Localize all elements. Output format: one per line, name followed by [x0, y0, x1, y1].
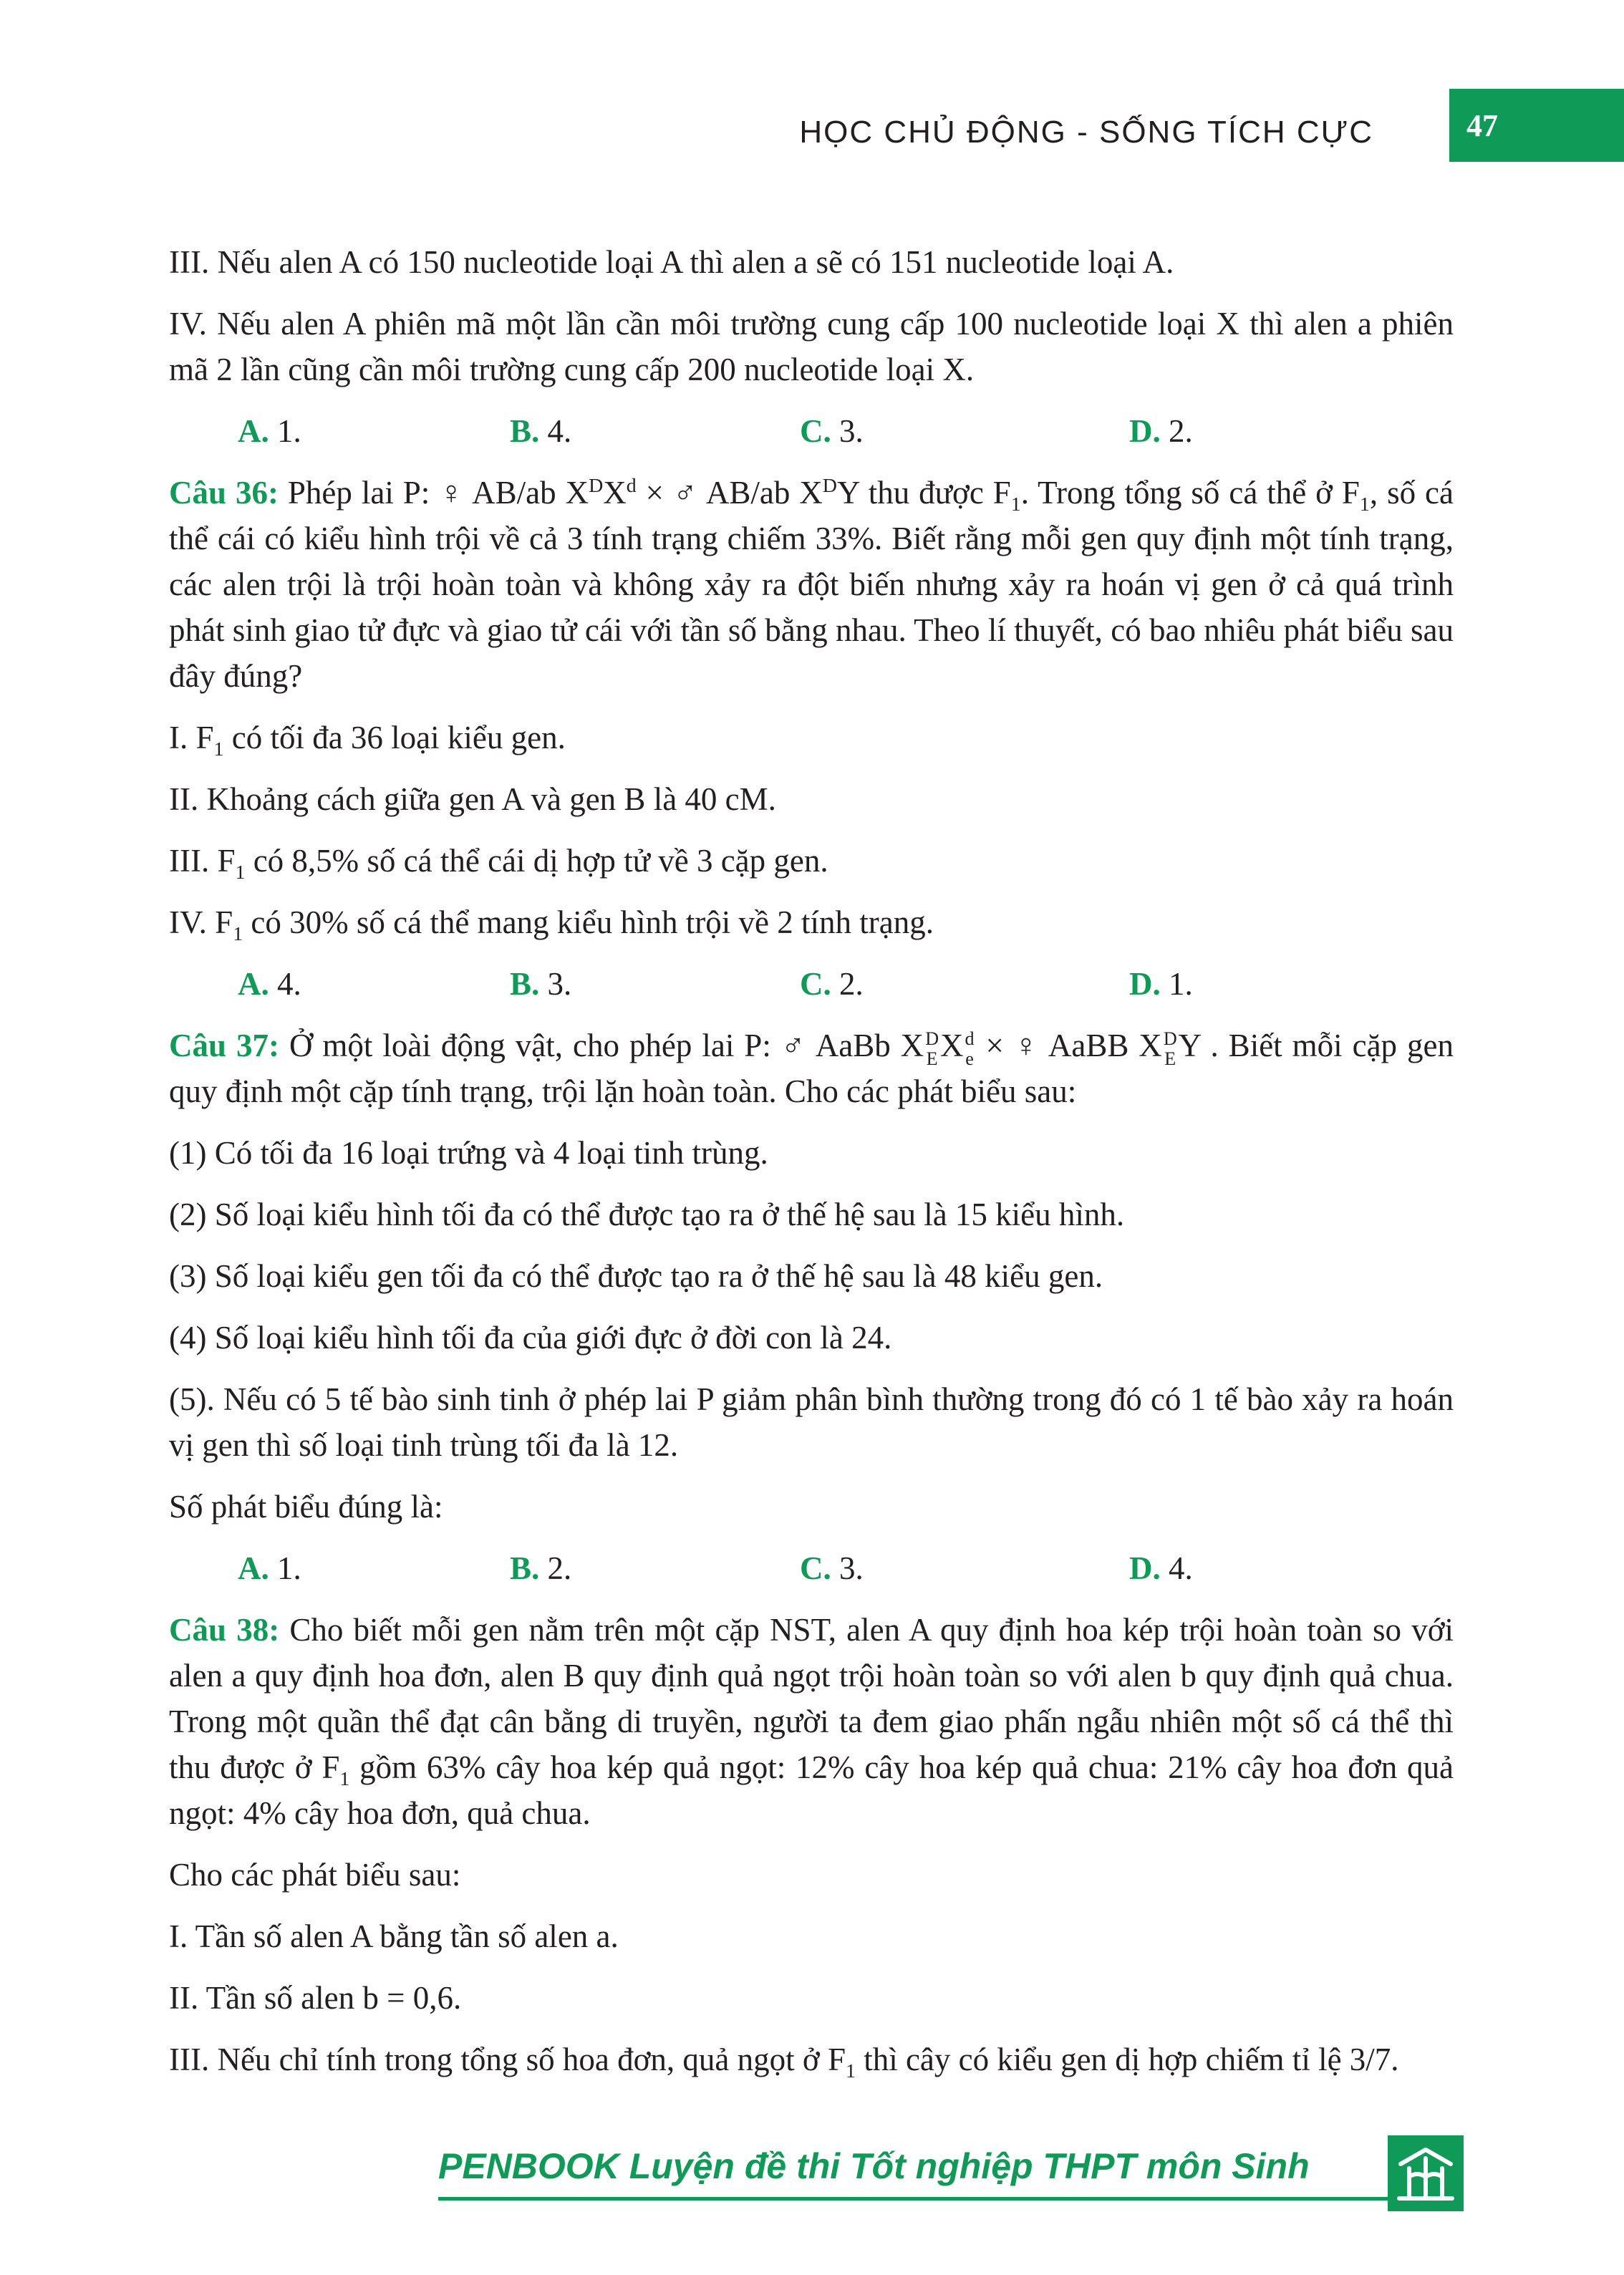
option-label: C.: [800, 966, 831, 1002]
page-content: [169, 239, 1454, 2098]
text: có 30% số cá thể mang kiểu hình trội về 2 tính trạng.: [243, 904, 934, 940]
option-text: 4.: [277, 966, 301, 1002]
superscript: D: [1163, 1028, 1177, 1050]
option-label: A.: [238, 413, 269, 449]
option-text: 4.: [1169, 1550, 1193, 1587]
q36-text: , số cá thể cái có kiểu hình trội về cả 3 tính trạng chiếm 33%. Biết rằng mỗi gen quy định một tính trạng, các alen trội là trội hoàn toàn và không xảy ra đột biến nhưng xảy ra hoán vị gen ở cả quá trình phát sinh giao tử đực và giao tử cái với tần số bằng nhau. Theo lí thuyết, có bao nhiêu phát biểu sau đây đúng?: [169, 475, 1454, 694]
footer-divider: [438, 2197, 1464, 2201]
book-logo-graphic: [1388, 2135, 1464, 2211]
q38-text: gồm 63% cây hoa kép quả ngọt: 12% cây hoa kép quả chua: 21% cây hoa đơn quả ngọt: 4% cây hoa đơn, quả chua.: [169, 1749, 1454, 1832]
q37-option-d[interactable]: [1129, 1545, 1344, 1591]
subscript: 1: [339, 1768, 350, 1791]
q36-text: . Trong tổng số cá thể ở F: [1020, 475, 1360, 511]
q36-statement-3: [169, 838, 1454, 884]
stacked-index: [965, 1029, 975, 1068]
superscript: d: [626, 475, 637, 497]
superscript: d: [965, 1028, 975, 1050]
option-label: D.: [1129, 413, 1161, 449]
q37-stem: [169, 1023, 1454, 1114]
q35-statement-4: IV. Nếu alen A phiên mã một lần cần môi trường cung cấp 100 nucleotide loại X thì alen a phiên mã 2 lần cũng cần môi trường cung cấp 200 nucleotide loại X.: [169, 306, 1454, 387]
option-text: 4.: [547, 413, 572, 449]
q36-option-d[interactable]: [1129, 961, 1344, 1007]
q36-text: Phép lai P: ♀ AB/ab X: [287, 475, 589, 511]
q36-text: × ♂ AB/ab X: [636, 475, 823, 511]
text: thì cây có kiểu gen dị hợp chiếm tỉ lệ 3/7.: [855, 2042, 1399, 2078]
q37-label: Câu 37:: [169, 1028, 279, 1063]
text: có tối đa 36 loại kiểu gen.: [223, 720, 566, 755]
subscript: 1: [1010, 493, 1021, 516]
option-label: D.: [1129, 966, 1161, 1002]
option-label: C.: [800, 413, 831, 449]
book-logo-icon: [1388, 2135, 1464, 2211]
q36-stem: [169, 470, 1454, 699]
option-text: 2.: [547, 1550, 572, 1587]
q37-text: Y . Biết mỗi cặp gen quy định một cặp tính trạng, trội lặn hoàn toàn. Cho các phát biểu sau:: [169, 1028, 1454, 1110]
q35-option-d[interactable]: [1129, 408, 1344, 454]
q36-label: Câu 36:: [169, 475, 279, 511]
q38-stem: [169, 1607, 1454, 1836]
option-label: B.: [510, 966, 540, 1002]
subscript: 1: [845, 2060, 856, 2083]
q37-prompt: Số phát biểu đúng là:: [169, 1489, 443, 1525]
q37-option-b[interactable]: [510, 1545, 800, 1591]
option-text: 2.: [839, 966, 864, 1002]
q36-statement-2: II. Khoảng cách giữa gen A và gen B là 40 cM.: [169, 781, 776, 817]
text: III. Nếu chỉ tính trong tổng số hoa đơn, quả ngọt ở F: [169, 2042, 846, 2078]
q37-statement-1: (1) Có tối đa 16 loại trứng và 4 loại tinh trùng.: [169, 1135, 768, 1172]
q35-option-c[interactable]: [800, 408, 1129, 454]
stacked-index: [1164, 1029, 1177, 1068]
q36-statement-4: [169, 899, 1454, 945]
q38-statement-1: I. Tần số alen A bằng tần số alen a.: [169, 1918, 619, 1955]
text: IV. F: [169, 904, 233, 940]
text: có 8,5% số cá thể cái dị hợp tử về 3 cặp gen.: [245, 843, 828, 879]
option-text: 1.: [1169, 966, 1193, 1002]
option-text: 3.: [547, 966, 572, 1002]
q37-text: × ♀ AaBB X: [975, 1028, 1162, 1063]
superscript: D: [822, 475, 837, 497]
q37-statement-3: (3) Số loại kiểu gen tối đa có thể được tạo ra ở thế hệ sau là 48 kiểu gen.: [169, 1258, 1103, 1295]
q38-prompt: Cho các phát biểu sau:: [169, 1857, 461, 1893]
q37-option-c[interactable]: [800, 1545, 1129, 1591]
option-label: A.: [238, 966, 269, 1002]
q36-option-b[interactable]: [510, 961, 800, 1007]
option-label: B.: [510, 413, 540, 449]
subscript: 1: [213, 738, 224, 760]
option-label: B.: [510, 1550, 540, 1587]
subscript: E: [1164, 1048, 1176, 1069]
q37-text: X: [940, 1028, 964, 1063]
q37-options: [238, 1545, 1454, 1591]
option-text: 2.: [1169, 413, 1193, 449]
page-number: 47: [1449, 89, 1624, 162]
q36-option-a[interactable]: [238, 961, 510, 1007]
q37-option-a[interactable]: [238, 1545, 510, 1591]
running-header: HỌC CHỦ ĐỘNG - SỐNG TÍCH CỰC: [799, 115, 1373, 150]
footer-title: PENBOOK Luyện đề thi Tốt nghiệp THPT môn Sinh: [438, 2146, 1310, 2186]
subscript: E: [926, 1048, 938, 1069]
option-label: A.: [238, 1550, 269, 1587]
q38-label: Câu 38:: [169, 1612, 280, 1648]
q36-text: X: [603, 475, 627, 511]
q37-statement-5: (5). Nếu có 5 tế bào sinh tinh ở phép lai P giảm phân bình thường trong đó có 1 tế bào xảy ra hoán vị gen thì số loại tinh trùng tối đa là 12.: [169, 1381, 1454, 1464]
option-text: 3.: [839, 413, 864, 449]
q37-statement-2: (2) Số loại kiểu hình tối đa có thể được tạo ra ở thế hệ sau là 15 kiểu hình.: [169, 1197, 1125, 1233]
option-text: 1.: [277, 413, 301, 449]
q35-options: [238, 408, 1454, 454]
option-text: 1.: [277, 1550, 301, 1587]
q37-statement-4: (4) Số loại kiểu hình tối đa của giới đực ở đời con là 24.: [169, 1320, 892, 1356]
subscript: e: [965, 1048, 974, 1069]
stacked-index: [925, 1029, 939, 1068]
option-text: 3.: [839, 1550, 864, 1587]
text: I. F: [169, 720, 214, 755]
superscript: D: [925, 1028, 939, 1050]
text: III. F: [169, 843, 236, 879]
superscript: D: [589, 475, 604, 497]
q35-option-b[interactable]: [510, 408, 800, 454]
subscript: 1: [233, 923, 243, 945]
q36-option-c[interactable]: [800, 961, 1129, 1007]
subscript: 1: [1359, 493, 1370, 516]
q38-statement-3: [169, 2037, 1454, 2082]
q35-option-a[interactable]: [238, 408, 510, 454]
q36-statement-1: [169, 715, 1454, 760]
q36-options: [238, 961, 1454, 1007]
subscript: 1: [235, 861, 246, 884]
q36-text: Y thu được F: [836, 475, 1011, 511]
q38-text: Cho biết mỗi gen nằm trên một cặp NST, alen A quy định hoa kép trội hoàn toàn so với alen a quy định hoa đơn, alen B quy định quả ngọt trội hoàn toàn so với alen b quy định quả chua. Trong một quần thể đạt cân bằng di truyền, người ta đem giao phấn ngẫu nhiên một số cá thể thì thu được ở F: [169, 1612, 1454, 1786]
q38-statement-2: II. Tần số alen b = 0,6.: [169, 1980, 462, 2016]
option-label: D.: [1129, 1550, 1161, 1587]
q35-statement-3: III. Nếu alen A có 150 nucleotide loại A thì alen a sẽ có 151 nucleotide loại A.: [169, 244, 1174, 280]
option-label: C.: [800, 1550, 831, 1587]
q37-text: Ở một loài động vật, cho phép lai P: ♂ AaBb X: [289, 1028, 924, 1063]
